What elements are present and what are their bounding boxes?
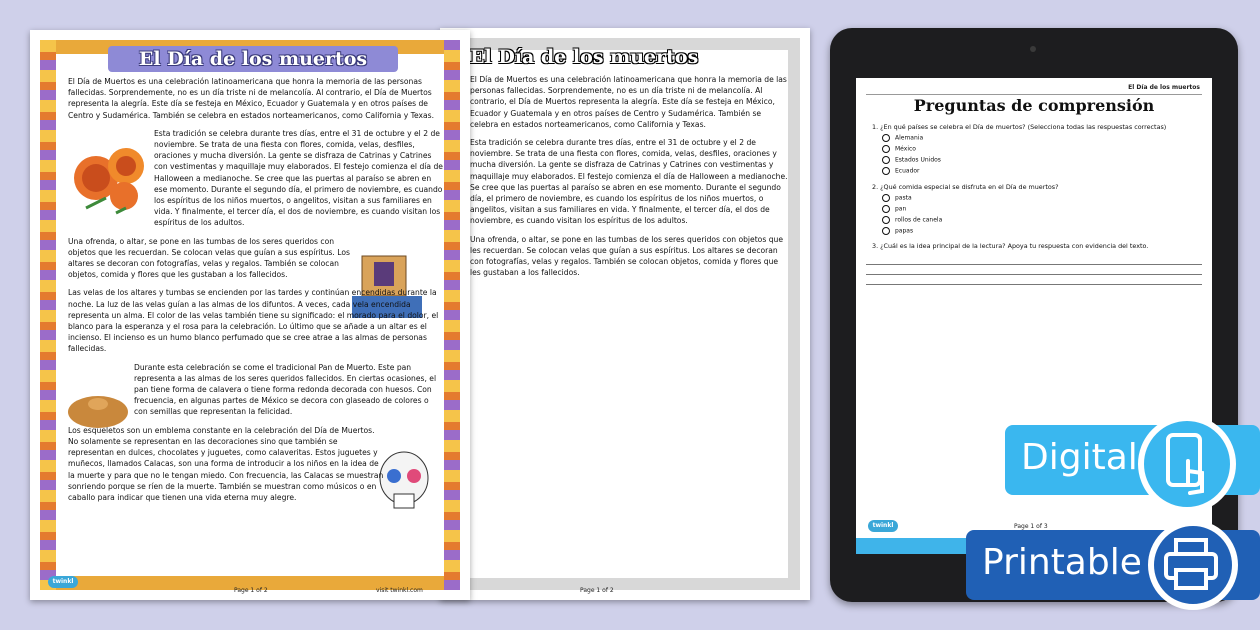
paragraph: El Día de Muertos es una celebración latinoamericana que honra la memoria de las personas fallecidas. Sorprendemente, no es un día triste ni de melancolía. Al contrario, el Día de Muertos representa la alegría. Este día se festeja en México, Ecuador y Guatemala y en otros países de Centro y Sudamérica. También se celebra en estados norteamericanos, como California y Texas. bbox=[470, 75, 787, 129]
radio-icon[interactable] bbox=[882, 194, 890, 202]
paragraph: Esta tradición se celebra durante tres días, entre el 31 de octubre y el 2 de noviembre. Se trata de una fiesta con flores, comida, velas, desfiles, oraciones y mucha diversión. La gente se disfraza de Catrinas y Catrines con vestimentas y maquillaje muy elaborados. El festejo comienza el día de Halloween a medianoche. Se cree que las puertas al paraíso se abren en ese momento. Durante el segundo día, el primero de noviembre, es cuando los espíritus de los niños muertos, o angelitos, visitan a sus familiares en vida. Y finalmente, el tercer día, el dos de noviembre, es cuando visitan los espíritus de los adultos. bbox=[470, 138, 788, 226]
worksheet-body-bw bbox=[470, 74, 790, 285]
paragraph: Durante esta celebración se come el tradicional Pan de Muerto. Este pan representa a las almas de los seres queridos fallecidos. En ciertas ocasiones, el pan tiene forma de calavera o tiene forma redonda decorada con huesos. Con frecuencia, en algunas partes de México se decora con glaseado de colores o con semillas que representan la felicidad. bbox=[134, 362, 437, 417]
printer-icon bbox=[1148, 520, 1238, 610]
radio-icon[interactable] bbox=[882, 227, 890, 235]
tablet-touch-icon bbox=[1138, 415, 1236, 513]
option-radio[interactable]: Alemania bbox=[882, 134, 923, 142]
page-number-bw: Page 1 of 2 bbox=[580, 587, 614, 594]
paragraph: El Día de Muertos es una celebración latinoamericana que honra la memoria de las personas fallecidas. Sorprendemente, no es un día triste ni de melancolía. Al contrario, el Día de Muertos representa la alegría. Este día se festeja en México, Ecuador y Guatemala y en otros países de Centro y Sudamérica. También se celebra en estados norteamericanos, como California y Texas. bbox=[68, 77, 435, 120]
option-radio[interactable]: Estados Unidos bbox=[882, 156, 941, 164]
paragraph: Una ofrenda, o altar, se pone en las tumbas de los seres queridos con objetos que les recuerdan. Se colocan velas que guían a sus espíritus. Los altares se decoran con fotografías, velas y regalos. También se colocan objetos, comida y flores que les gustaban a los fallecidos. bbox=[470, 234, 783, 278]
question-1: 1. ¿En qué países se celebra el Día de muertos? (Selecciona todas las respuestas correctas) bbox=[872, 123, 1167, 131]
worksheet-body bbox=[68, 76, 444, 510]
camera-icon bbox=[1030, 46, 1036, 52]
screen-page-number: Page 1 of 3 bbox=[1014, 523, 1048, 530]
paragraph: Esta tradición se celebra durante tres días, entre el 31 de octubre y el 2 de noviembre. Se trata de una fiesta con flores, comida, velas, desfiles, oraciones y mucha diversión. La gente se disfraza de Catrinas y Catrines con vestimentas y maquillaje muy elaborados. El festejo comienza el día de Halloween a medianoche. Se cree que las puertas al paraíso se abren en ese momento. Durante el segundo día, el primero de noviembre, es cuando los espíritus de los niños muertos, o angelitos, visitan a sus familiares en vida. Y finalmente, el tercer día, el dos de noviembre, es cuando visitan los espíritus de los adultos. bbox=[154, 128, 443, 228]
radio-icon[interactable] bbox=[882, 205, 890, 213]
radio-icon[interactable] bbox=[882, 167, 890, 175]
answer-line[interactable] bbox=[866, 274, 1202, 275]
screen-header: El Día de los muertos bbox=[1128, 84, 1200, 91]
question-2: 2. ¿Qué comida especial se disfruta en el Día de muertos? bbox=[872, 183, 1059, 191]
screen-title: Preguntas de comprensión bbox=[913, 96, 1155, 115]
twinkl-logo: twinkl bbox=[868, 520, 898, 532]
decorative-border-left bbox=[40, 40, 56, 590]
radio-icon[interactable] bbox=[882, 134, 890, 142]
paragraph: Las velas de los altares y tumbas se encienden por las tardes y continúan encendidas durante la noche. La luz de las velas guían a las almas de los difuntos. A veces, cada vela encendida representa un alma. El color de las velas también tiene su significado: el morado para el dolor, el blanco para la esperanza y el rosa para la celebración. Lo último que se añade a un altar es el incienso. El incienso es un humo blanco perfumado que se cree atrae a las almas de personas fallecidas. bbox=[68, 288, 439, 354]
paragraph: Los esqueletos son un emblema constante en la celebración del Día de Muertos. No solamente se representan en las decoraciones sino que también se representan en dulces, chocolates y juguetes, como calaveritas. Estos juguetes y muñecos, llamados Calacas, son una forma de introducir a los niños en la idea de la muerte y para que no le tengan miedo. Con frecuencia, las Calacas se muestran sonriendo porque se ríen de la muerte. También se muestran como músicos o en caballo para indicar que tienen una vida eterna muy alegre. bbox=[68, 425, 384, 502]
footer-url: visit twinkl.com bbox=[376, 587, 423, 594]
worksheet-page-color bbox=[30, 30, 470, 600]
radio-icon[interactable] bbox=[882, 145, 890, 153]
option-radio[interactable]: Ecuador bbox=[882, 167, 920, 175]
tablet-device bbox=[830, 28, 1238, 602]
radio-icon[interactable] bbox=[882, 156, 890, 164]
question-3: 3. ¿Cuál es la idea principal de la lectura? Apoya tu respuesta con evidencia del texto. bbox=[872, 242, 1149, 250]
worksheet-title: El Día de los muertos bbox=[108, 46, 398, 72]
option-radio[interactable]: pasta bbox=[882, 194, 912, 202]
option-radio[interactable]: México bbox=[882, 145, 916, 153]
option-radio[interactable]: pan bbox=[882, 205, 906, 213]
answer-line[interactable] bbox=[866, 264, 1202, 265]
worksheet-page-bw bbox=[440, 28, 810, 600]
page-number: Page 1 of 2 bbox=[234, 587, 268, 594]
option-radio[interactable]: rollos de canela bbox=[882, 216, 942, 224]
radio-icon[interactable] bbox=[882, 216, 890, 224]
digital-label: Digital bbox=[1021, 437, 1138, 478]
header-divider bbox=[866, 94, 1202, 95]
twinkl-logo: twinkl bbox=[48, 576, 78, 588]
worksheet-title-bw: El Día de los muertos bbox=[470, 46, 699, 68]
printable-label: Printable bbox=[982, 542, 1142, 583]
paragraph: Una ofrenda, o altar, se pone en las tumbas de los seres queridos con objetos que les recuerdan. Se colocan velas que guían a sus espíritus. Los altares se decoran con fotografías, velas y regalos. También se colocan objetos, comida y flores que les gustaban a los fallecidos. bbox=[68, 236, 350, 280]
answer-line[interactable] bbox=[866, 284, 1202, 285]
decorative-border-right bbox=[444, 40, 460, 590]
option-radio[interactable]: papas bbox=[882, 227, 913, 235]
